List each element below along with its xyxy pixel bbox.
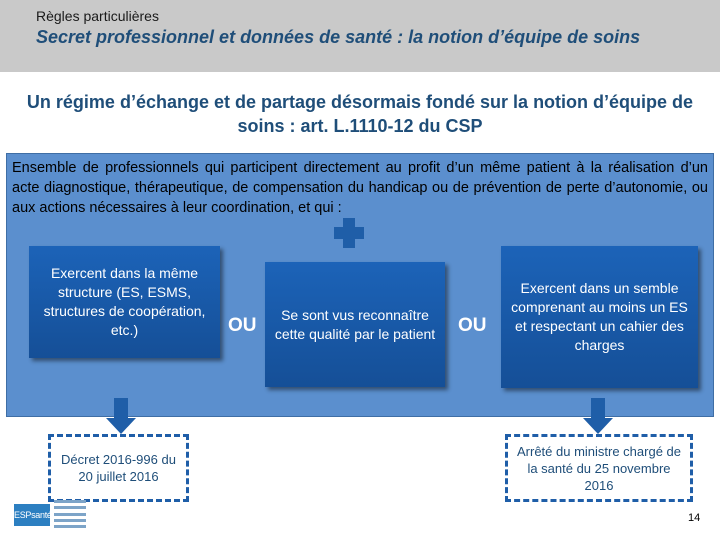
condition-card-ensemble: [501, 246, 698, 388]
slide-subtitle: Un régime d’échange et de partage désormais fondé sur la notion d’équipe de soins : art. L.1110-12 du CSP: [26, 92, 694, 136]
slide-title: Secret professionnel et données de santé : la notion d’équipe de soins: [36, 27, 641, 47]
logo-icon: ESPsanté: [14, 500, 84, 528]
condition-text: Se sont vus reconnaître cette qualité par le patient: [274, 306, 436, 342]
plus-icon: [334, 218, 364, 248]
or-separator: OU: [458, 315, 487, 336]
reference-text: Arrêté du ministre chargé de la santé du 25 novembre 2016: [516, 443, 682, 493]
section-label: Règles particulières: [36, 8, 159, 24]
or-separator: OU: [228, 315, 257, 336]
condition-text: Exercent dans un semble comprenant au moins un ES et respectant un cahier des charges: [511, 280, 688, 353]
reference-decree: [48, 434, 189, 502]
condition-card-same-structure: [29, 246, 220, 358]
condition-card-patient-recognition: [265, 262, 445, 387]
definition-text: Ensemble de professionnels qui participent directement au profit d’un même patient à la réalisation d’un acte diagnostique, thérapeutique, de compensation du handicap ou de prévention de perte d’autonomie, ou aux actions nécessaires à leur coordination, et qui :: [12, 160, 708, 216]
page-number: 14: [688, 512, 701, 524]
reference-order: [505, 434, 693, 502]
arrow-down-icon: [583, 398, 613, 434]
reference-text: Décret 2016-996 du 20 juillet 2016: [61, 452, 176, 484]
condition-text: Exercent dans la même structure (ES, ESMS, structures de coopération, etc.): [43, 265, 206, 338]
arrow-down-icon: [106, 398, 136, 434]
